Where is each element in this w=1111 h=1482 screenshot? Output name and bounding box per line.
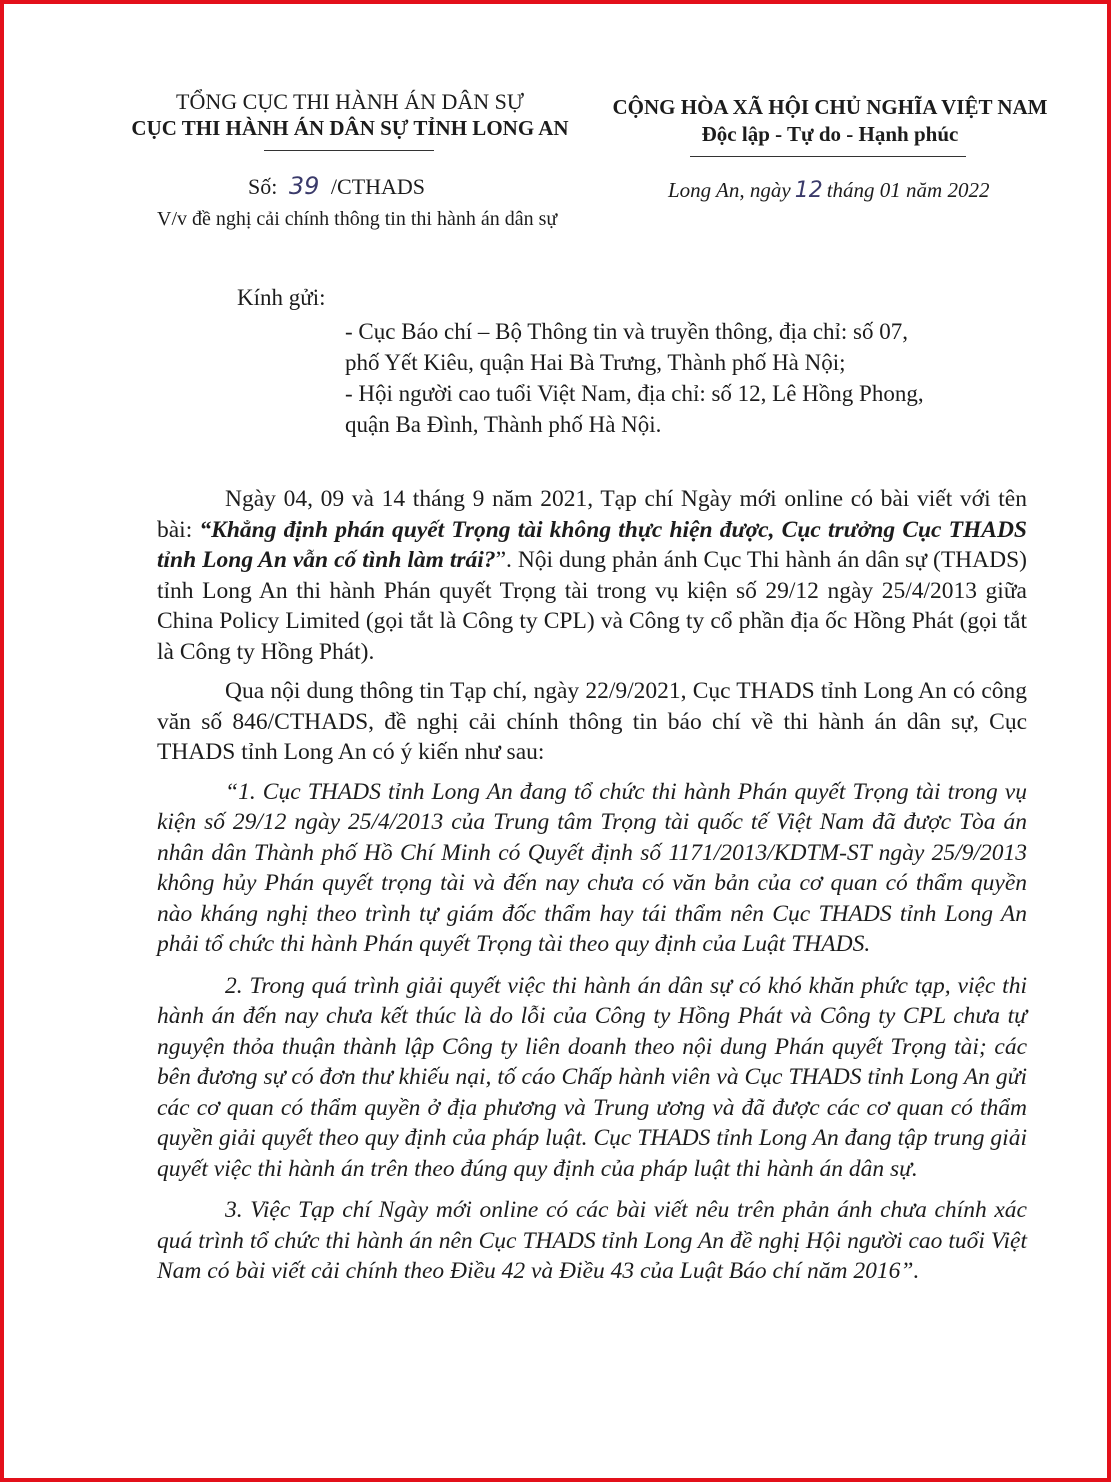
- parent-agency: TỔNG CỤC THI HÀNH ÁN DÂN SỰ: [176, 89, 524, 114]
- document-number: [248, 172, 425, 200]
- recipient-line: quận Ba Đình, Thành phố Hà Nội.: [345, 412, 662, 437]
- handwritten-day: 12: [794, 178, 823, 203]
- motto-underline: [690, 156, 966, 157]
- paragraph-response: Qua nội dung thông tin Tạp chí, ngày 22/9/2021, Cục THADS tỉnh Long An có công văn số 846/CTHADS, đề nghị cải chính thông tin báo chí về thi hành án dân sự, Cục THADS tỉnh Long An có ý kiến như sau:: [157, 678, 1027, 765]
- issuing-agency: [100, 88, 600, 142]
- recipients-label: Kính gửi:: [237, 285, 326, 310]
- date-prefix: Long An, ngày: [668, 178, 791, 202]
- letter-body: [157, 484, 1027, 1298]
- national-motto: [590, 94, 1070, 148]
- intro-text: Ngày 04, 09 và 14 tháng 9 năm 2021, Tạp chí Ngày mới online có bài viết với tên bài:: [157, 486, 1027, 543]
- paragraph-intro: [157, 484, 1027, 667]
- date-suffix: tháng 01 năm 2022: [826, 178, 990, 202]
- intro-text-continued: ”. Nội dung phản ánh Cục Thi hành án dân sự (THADS) tỉnh Long An thi hành Phán quyết Trọng tài trong vụ kiện số 29/12 ngày 25/4/2013 giữa China Policy Limited (gọi tắt là Công ty CPL) và Công ty cổ phần địa ốc Hồng Phát (gọi tắt là Công ty Hồng Phát).: [157, 547, 1027, 665]
- article-title: “Khẳng định phán quyết Trọng tài không thực hiện được, Cục trưởng Cục THADS tỉnh Long An vẫn cố tình làm trái?: [157, 516, 1027, 573]
- agency-underline: [264, 150, 434, 151]
- quote-point-3: 3. Việc Tạp chí Ngày mới online có các bài viết nêu trên phản ánh chưa chính xác quá trình tổ chức thi hành án nên Cục THADS tỉnh Long An đề nghị Hội người cao tuổi Việt Nam có bài viết cải chính theo Điều 42 và Điều 43 của Luật Báo chí năm 2016”.: [157, 1197, 1027, 1284]
- recipients-list: [345, 316, 1025, 440]
- country-name: CỘNG HÒA XÃ HỘI CHỦ NGHĨA VIỆT NAM: [612, 95, 1048, 119]
- document-subject: V/v đề nghị cải chính thông tin thi hành án dân sự: [157, 208, 558, 230]
- number-suffix: /CTHADS: [330, 174, 426, 199]
- quote-point-1: “1. Cục THADS tỉnh Long An đang tổ chức thi hành Phán quyết Trọng tài trong vụ kiện số 29/12 ngày 25/4/2013 của Trung tâm Trọng tài quốc tế Việt Nam đã được Tòa án nhân dân Thành phố Hồ Chí Minh có Quyết định số 1171/2013/KDTM-ST ngày 25/9/2013 không hủy Phán quyết trọng tài và đến nay chưa có văn bản của cơ quan có thẩm quyền nào kháng nghị theo trình tự giám đốc thẩm hay tái thẩm nên Cục THADS tỉnh Long An phải tổ chức thi hành Phán quyết Trọng tài theo quy định của Luật THADS.: [157, 778, 1027, 957]
- date-line: [668, 178, 989, 203]
- number-prefix: Số:: [248, 174, 278, 199]
- motto: Độc lập - Tự do - Hạnh phúc: [701, 122, 959, 146]
- recipient-line: phố Yết Kiêu, quận Hai Bà Trưng, Thành phố Hà Nội;: [345, 350, 846, 375]
- recipient-line: - Cục Báo chí – Bộ Thông tin và truyền thông, địa chỉ: số 07,: [345, 319, 909, 344]
- recipient-line: - Hội người cao tuổi Việt Nam, địa chỉ: số 12, Lê Hồng Phong,: [345, 381, 924, 406]
- quote-point-2: 2. Trong quá trình giải quyết việc thi hành án dân sự có khó khăn phức tạp, việc thi hành án đến nay chưa kết thúc là do lỗi của Công ty Hồng Phát và Công ty CPL chưa tự nguyện thỏa thuận thành lập Công ty liên doanh theo nội dung Phán quyết Trọng tài; các bên đương sự có đơn thư khiếu nại, tố cáo Chấp hành viên và Cục THADS tỉnh Long An gửi các cơ quan có thẩm quyền ở địa phương và Trung ương và đã được các cơ quan có thẩm quyền giải quyết theo quy định của pháp luật. Cục THADS tỉnh Long An đang tập trung giải quyết việc thi hành án trên theo đúng quy định của pháp luật thi hành án dân sự.: [157, 972, 1027, 1182]
- agency-name: CỤC THI HÀNH ÁN DÂN SỰ TỈNH LONG AN: [131, 116, 569, 140]
- handwritten-number: 39: [288, 172, 320, 200]
